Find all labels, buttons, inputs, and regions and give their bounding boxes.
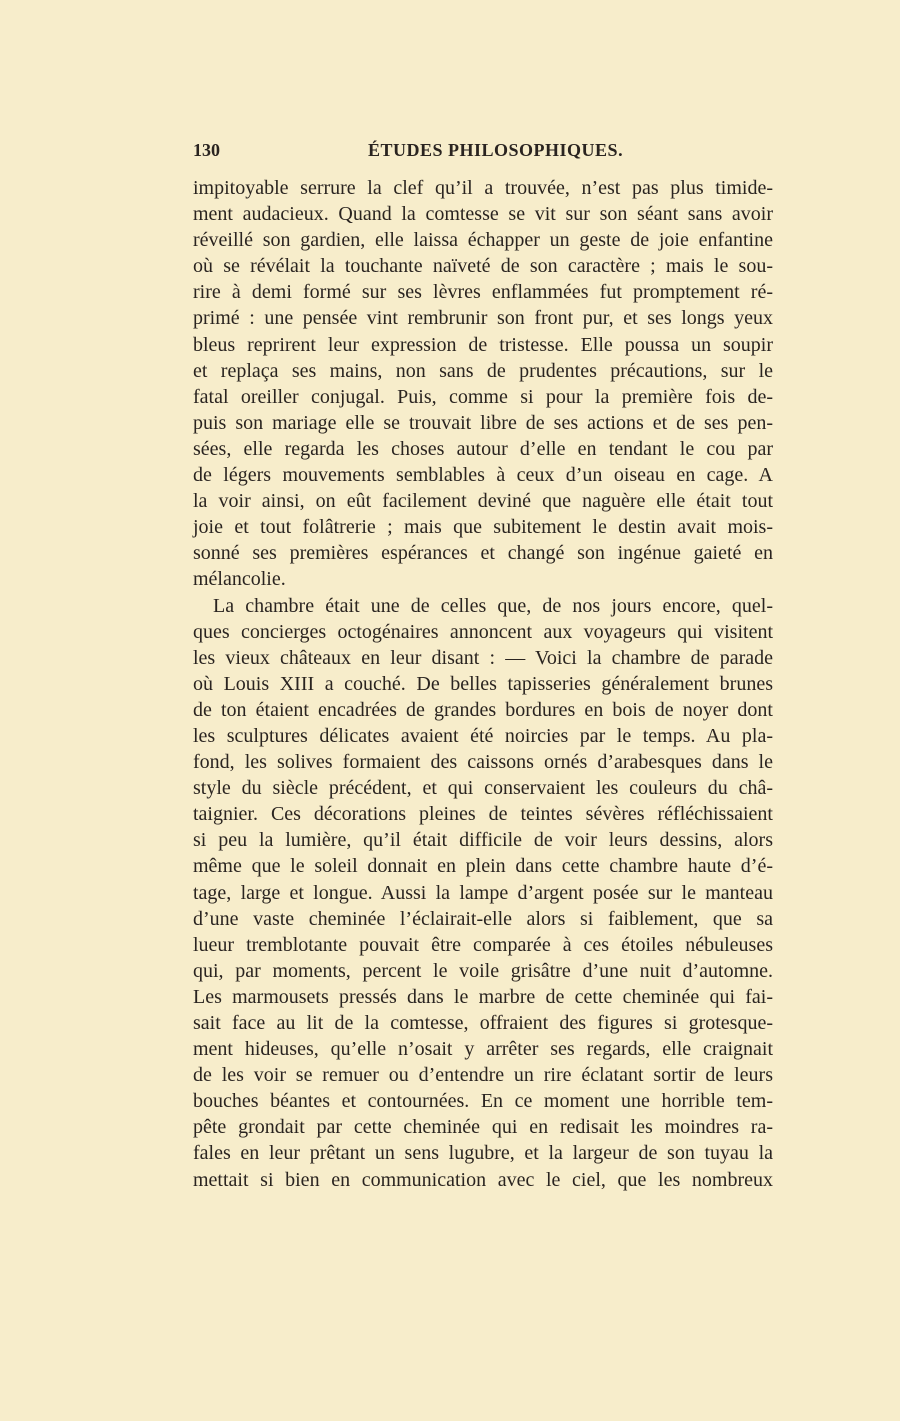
text-line: style du siècle précédent, et qui conservaient les couleurs du châ-: [193, 777, 773, 800]
text-line: primé : une pensée vint rembrunir son front pur, et ses longs yeux: [193, 307, 773, 330]
text-line: joie et tout folâtrerie ; mais que subitement le destin avait mois-: [193, 516, 773, 539]
running-title: ÉTUDES PHILOSOPHIQUES.: [368, 140, 624, 160]
text-line: bleus reprirent leur expression de tristesse. Elle poussa un soupir: [193, 333, 773, 356]
page-header: [193, 140, 773, 166]
text-line: même que le soleil donnait en plein dans cette chambre haute d’é-: [193, 855, 773, 878]
text-line: les sculptures délicates avaient été noircies par le temps. Au pla-: [193, 724, 773, 747]
text-line: de ton étaient encadrées de grandes bordures en bois de noyer dont: [193, 698, 773, 721]
text-line: puis son mariage elle se trouvait libre de ses actions et de ses pen-: [193, 411, 773, 434]
text-line: ment hideuses, qu’elle n’osait y arrêter ses regards, elle craignait: [193, 1038, 773, 1061]
text-line: où Louis XIII a couché. De belles tapisseries généralement brunes: [193, 672, 773, 695]
paragraph: [193, 593, 773, 1193]
text-line: tage, large et longue. Aussi la lampe d’argent posée sur le manteau: [193, 881, 773, 904]
text-line: ment audacieux. Quand la comtesse se vit sur son séant sans avoir: [193, 203, 773, 226]
text-line: pête grondait par cette cheminée qui en redisait les moindres ra-: [193, 1116, 773, 1139]
page-number: 130: [193, 140, 220, 160]
text-line: réveillé son gardien, elle laissa échapper un geste de joie enfantine: [193, 229, 773, 252]
text-line: La chambre était une de celles que, de nos jours encore, quel-: [213, 594, 773, 617]
text-line: fond, les solives formaient des caissons ornés d’arabesques dans le: [193, 751, 773, 774]
text-line: d’une vaste cheminée l’éclairait-elle alors si faiblement, que sa: [193, 907, 773, 930]
text-line: sées, elle regarda les choses autour d’elle en tendant le cou par: [193, 437, 773, 460]
text-line: fatal oreiller conjugal. Puis, comme si pour la première fois de-: [193, 385, 773, 408]
page-body: [193, 175, 773, 1193]
text-line: de légers mouvements semblables à ceux d’un oiseau en cage. A: [193, 464, 773, 487]
text-line: de les voir se remuer ou d’entendre un rire éclatant sortir de leurs: [193, 1064, 773, 1087]
text-line: bouches béantes et contournées. En ce moment une horrible tem-: [193, 1090, 773, 1113]
text-line: sonné ses premières espérances et changé son ingénue gaieté en: [193, 542, 773, 565]
text-line: qui, par moments, percent le voile grisâtre d’une nuit d’automne.: [193, 959, 773, 982]
text-line: lueur tremblotante pouvait être comparée à ces étoiles nébuleuses: [193, 933, 773, 956]
text-line: Les marmousets pressés dans le marbre de cette cheminée qui fai-: [193, 985, 773, 1008]
text-line: mettait si bien en communication avec le ciel, que les nombreux: [193, 1168, 773, 1191]
text-line: où se révélait la touchante naïveté de son caractère ; mais le sou-: [193, 255, 773, 278]
text-line: et replaça ses mains, non sans de prudentes précautions, sur le: [193, 359, 773, 382]
text-line: si peu la lumière, qu’il était difficile de voir leurs dessins, alors: [193, 829, 773, 852]
text-line: impitoyable serrure la clef qu’il a trouvée, n’est pas plus timide-: [193, 177, 773, 199]
text-line: ques concierges octogénaires annoncent aux voyageurs qui visitent: [193, 620, 773, 643]
text-line: taignier. Ces décorations pleines de teintes sévères réfléchissaient: [193, 803, 773, 826]
text-line: rire à demi formé sur ses lèvres enflammées fut promptement ré-: [193, 281, 773, 304]
text-line: mélancolie.: [193, 568, 286, 591]
text-line: la voir ainsi, on eût facilement deviné que naguère elle était tout: [193, 490, 773, 513]
paragraph: [193, 175, 773, 593]
text-line: sait face au lit de la comtesse, offraient des figures si grotesque-: [193, 1012, 773, 1034]
text-line: les vieux châteaux en leur disant : — Voici la chambre de parade: [193, 646, 773, 669]
text-line: fales en leur prêtant un sens lugubre, et la largeur de son tuyau la: [193, 1142, 773, 1165]
